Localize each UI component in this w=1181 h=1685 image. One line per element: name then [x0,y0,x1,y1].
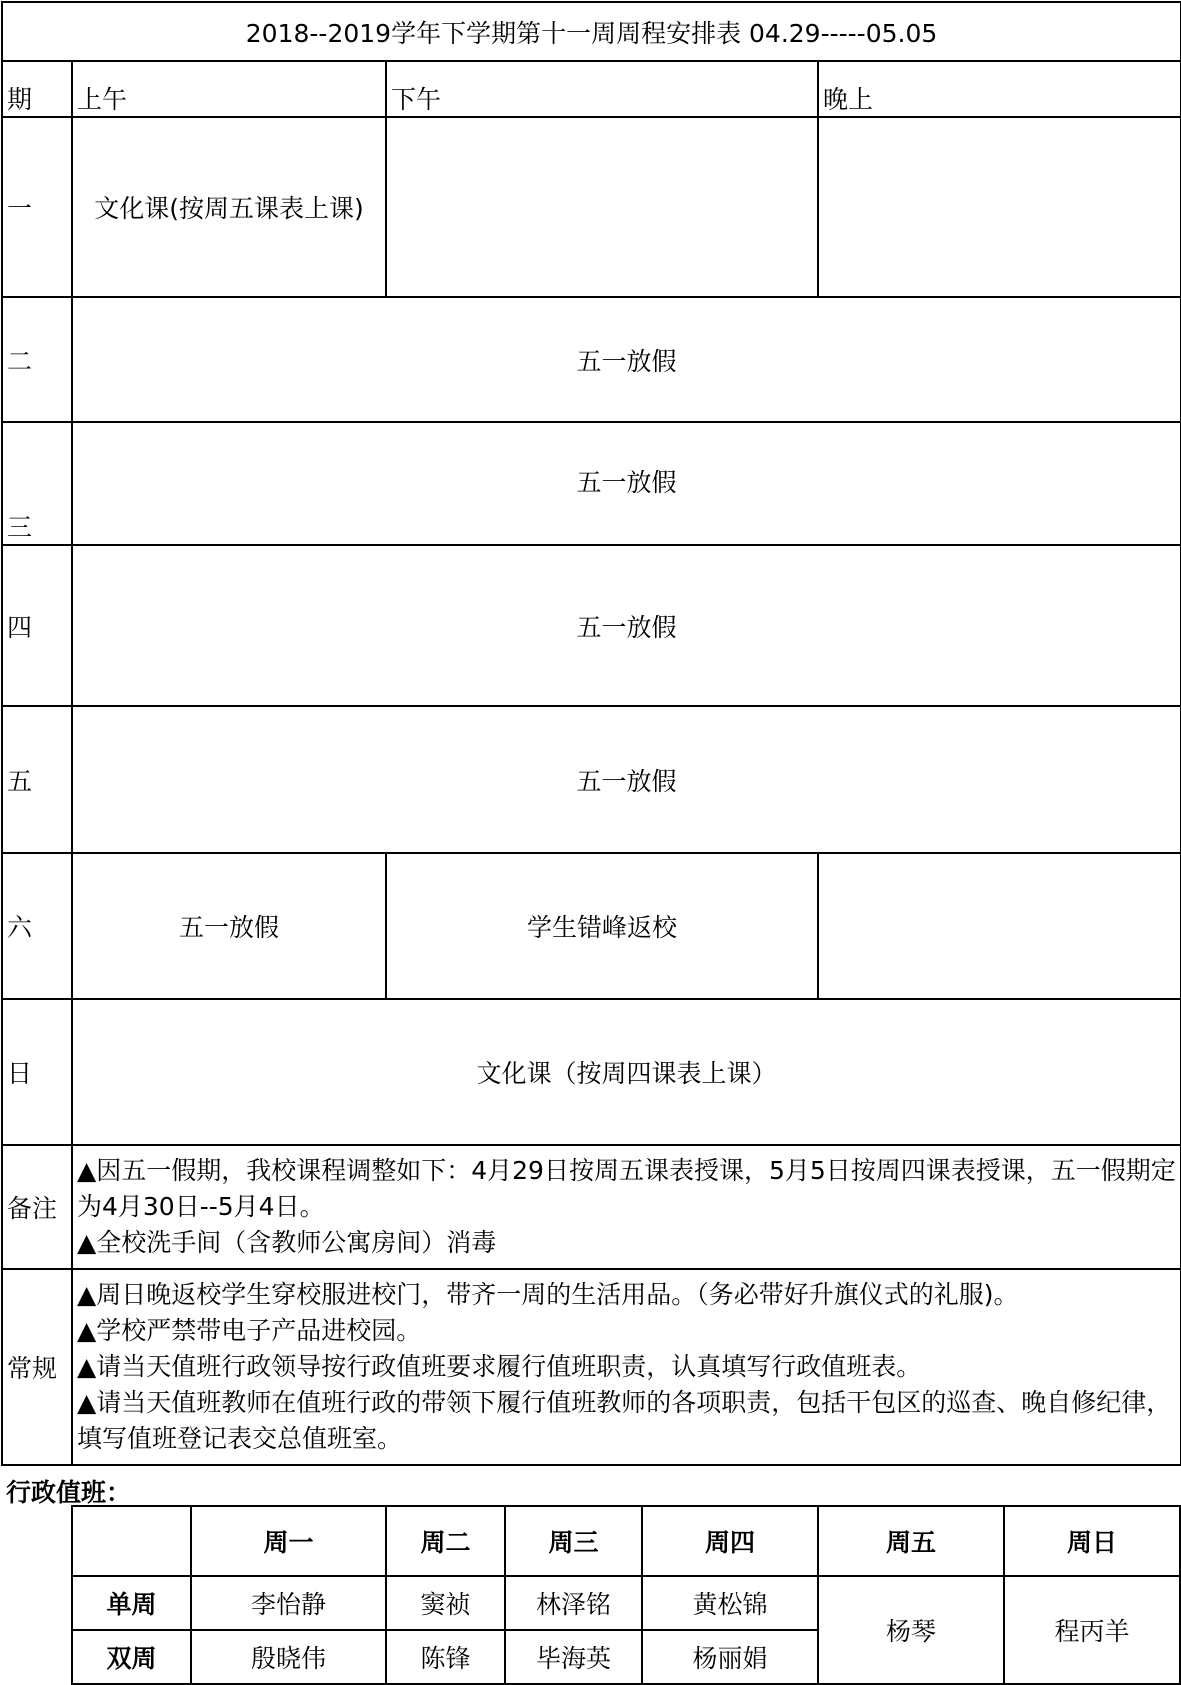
duty-header-sun: 周日 [1004,1506,1180,1576]
duty-sun: 程丙羊 [1004,1576,1180,1684]
duty-header-corner [72,1506,191,1576]
duty-single-week-label: 单周 [72,1576,191,1630]
duty-header-mon: 周一 [191,1506,386,1576]
duty-header-wed: 周三 [505,1506,642,1576]
duty-double-mon: 殷晓伟 [191,1630,386,1684]
duty-single-tue: 窦祯 [386,1576,505,1630]
day-label-fri: 五 [2,706,72,853]
routine-line-2: ▲学校严禁带电子产品进校园。 [77,1316,422,1345]
routine-line-1: ▲周日晚返校学生穿校服进校门，带齐一周的生活用品。（务必带好升旗仪式的礼服)。 [77,1280,1019,1309]
remarks-line-1: ▲因五一假期，我校课程调整如下：4月29日按周五课表授课，5月5日按周四课表授课，五一假期定为4月30日--5月4日。 [77,1156,1176,1221]
duty-roster-table [71,1505,1181,1685]
header-evening: 晚上 [818,61,1181,117]
routine-line-3: ▲请当天值班行政领导按行政值班要求履行值班职责，认真填写行政值班表。 [77,1352,922,1381]
duty-section-label: 行政值班： [6,1478,132,1507]
duty-fri: 杨琴 [818,1576,1004,1684]
duty-header-fri: 周五 [818,1506,1004,1576]
mon-evening [818,117,1181,297]
duty-double-week-label: 双周 [72,1630,191,1684]
header-afternoon: 下午 [386,61,818,117]
remarks-line-2: ▲全校洗手间（含教师公寓房间）消毒 [77,1228,497,1257]
routine-line-4: ▲请当天值班教师在值班行政的带领下履行值班教师的各项职责，包括干包区的巡查、晚自修纪律，填写值班登记表交总值班室。 [77,1388,1172,1453]
fri-all-day: 五一放假 [72,706,1181,853]
duty-single-thu: 黄松锦 [642,1576,818,1630]
duty-single-mon: 李怡静 [191,1576,386,1630]
wed-all-day: 五一放假 [72,422,1181,545]
sun-all-day: 文化课（按周四课表上课） [72,999,1181,1145]
duty-header-thu: 周四 [642,1506,818,1576]
duty-double-thu: 杨丽娟 [642,1630,818,1684]
day-label-wed: 三 [2,422,72,545]
routine-content [72,1269,1181,1465]
remarks-label: 备注 [2,1145,72,1269]
duty-single-wed: 林泽铭 [505,1576,642,1630]
day-label-tue: 二 [2,297,72,422]
duty-header-tue: 周二 [386,1506,505,1576]
duty-double-tue: 陈锋 [386,1630,505,1684]
mon-morning: 文化课(按周五课表上课) [72,117,386,297]
weekly-schedule-table [1,1,1181,1466]
remarks-content [72,1145,1181,1269]
duty-double-wed: 毕海英 [505,1630,642,1684]
day-label-thu: 四 [2,545,72,706]
header-period: 期 [2,61,72,117]
routine-label: 常规 [2,1269,72,1465]
sat-morning: 五一放假 [72,853,386,999]
schedule-title: 2018--2019学年下学期第十一周周程安排表 04.29-----05.05 [2,2,1181,61]
day-label-sat: 六 [2,853,72,999]
header-morning: 上午 [72,61,386,117]
day-label-sun: 日 [2,999,72,1145]
tue-all-day: 五一放假 [72,297,1181,422]
sat-afternoon: 学生错峰返校 [386,853,818,999]
sat-evening [818,853,1181,999]
mon-afternoon [386,117,818,297]
thu-all-day: 五一放假 [72,545,1181,706]
day-label-mon: 一 [2,117,72,297]
